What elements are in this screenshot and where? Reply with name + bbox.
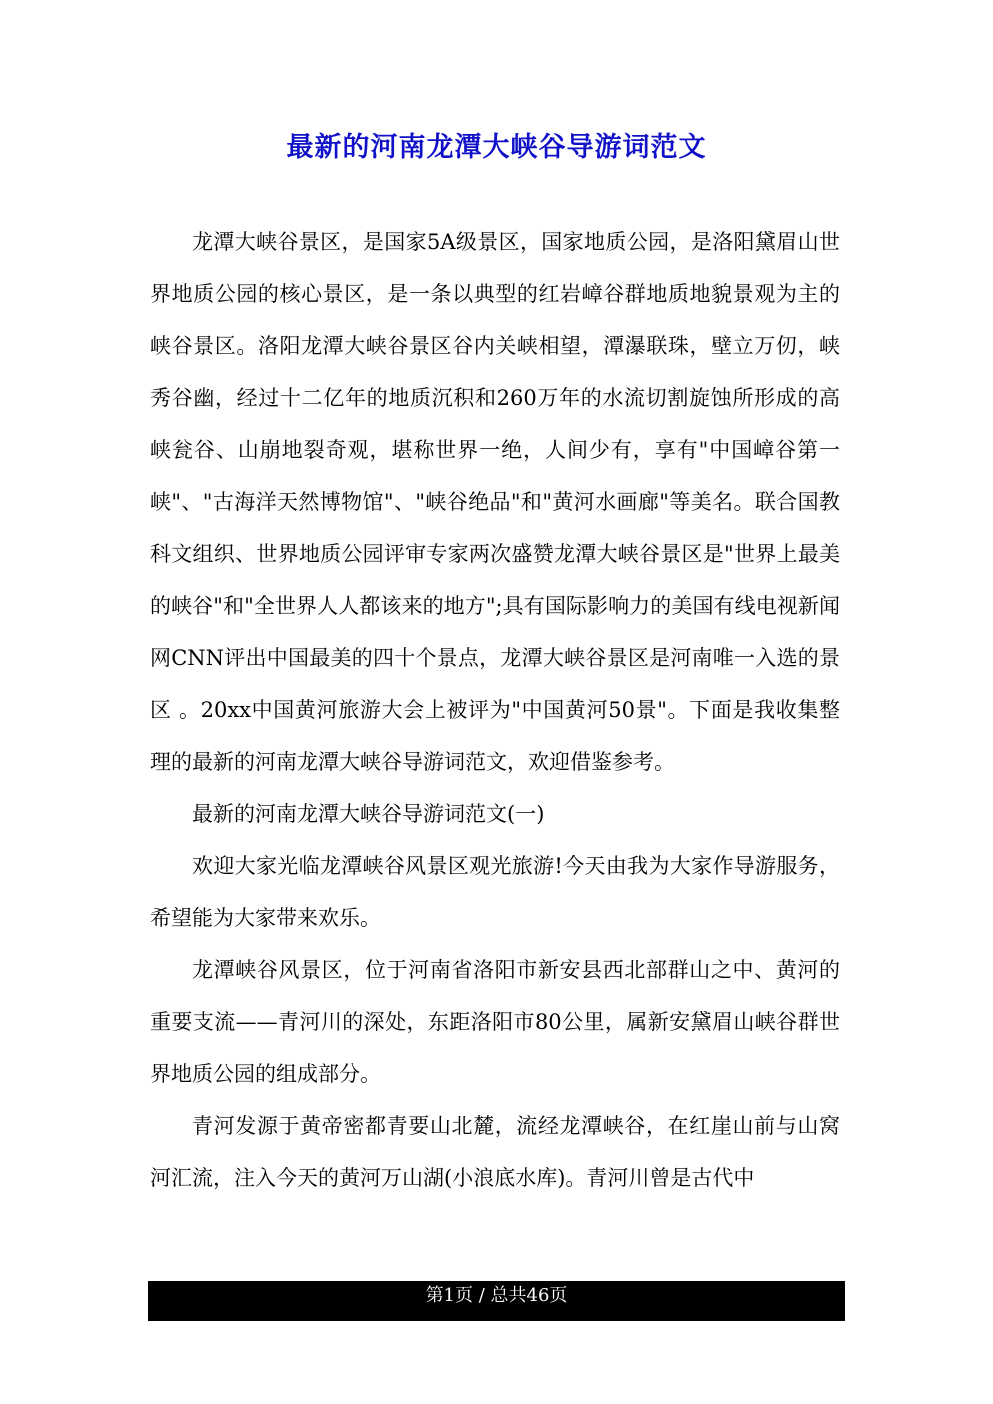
document-body	[150, 216, 840, 1204]
paragraph-intro: 龙潭大峡谷景区，是国家5A级景区，国家地质公园，是洛阳黛眉山世界地质公园的核心景区，是一条以典型的红岩嶂谷群地质地貌景观为主的峡谷景区。洛阳龙潭大峡谷景区谷内关峡相望，潭瀑联珠，壁立万仞，峡秀谷幽，经过十二亿年的地质沉积和260万年的水流切割旋蚀所形成的高峡瓮谷、山崩地裂奇观，堪称世界一绝，人间少有，享有"中国嶂谷第一峡"、"古海洋天然博物馆"、"峡谷绝品"和"黄河水画廊"等美名。联合国教科文组织、世界地质公园评审专家两次盛赞龙潭大峡谷景区是"世界上最美的峡谷"和"全世界人人都该来的地方";具有国际影响力的美国有线电视新闻网CNN评出中国最美的四十个景点，龙潭大峡谷景区是河南唯一入选的景区 。20xx中国黄河旅游大会上被评为"中国黄河50景"。下面是我收集整理的最新的河南龙潭大峡谷导游词范文，欢迎借鉴参考。	[150, 230, 840, 774]
document-title: 最新的河南龙潭大峡谷导游词范文	[286, 132, 707, 163]
paragraph-qinghe: 青河发源于黄帝密都青要山北麓，流经龙潭峡谷，在红崖山前与山窝河汇流，注入今天的黄河万山湖(小浪底水库)。青河川曾是古代中	[150, 1114, 840, 1190]
paragraph-section-heading: 最新的河南龙潭大峡谷导游词范文(一)	[192, 802, 545, 826]
page-indicator: 第1页 / 总共46页	[425, 1285, 568, 1306]
page-footer-bar	[148, 1281, 845, 1321]
paragraph-location: 龙潭峡谷风景区，位于河南省洛阳市新安县西北部群山之中、黄河的重要支流——青河川的深处，东距洛阳市80公里，属新安黛眉山峡谷群世界地质公园的组成部分。	[150, 958, 840, 1086]
paragraph-welcome: 欢迎大家光临龙潭峡谷风景区观光旅游!今天由我为大家作导游服务，希望能为大家带来欢乐。	[150, 854, 840, 930]
